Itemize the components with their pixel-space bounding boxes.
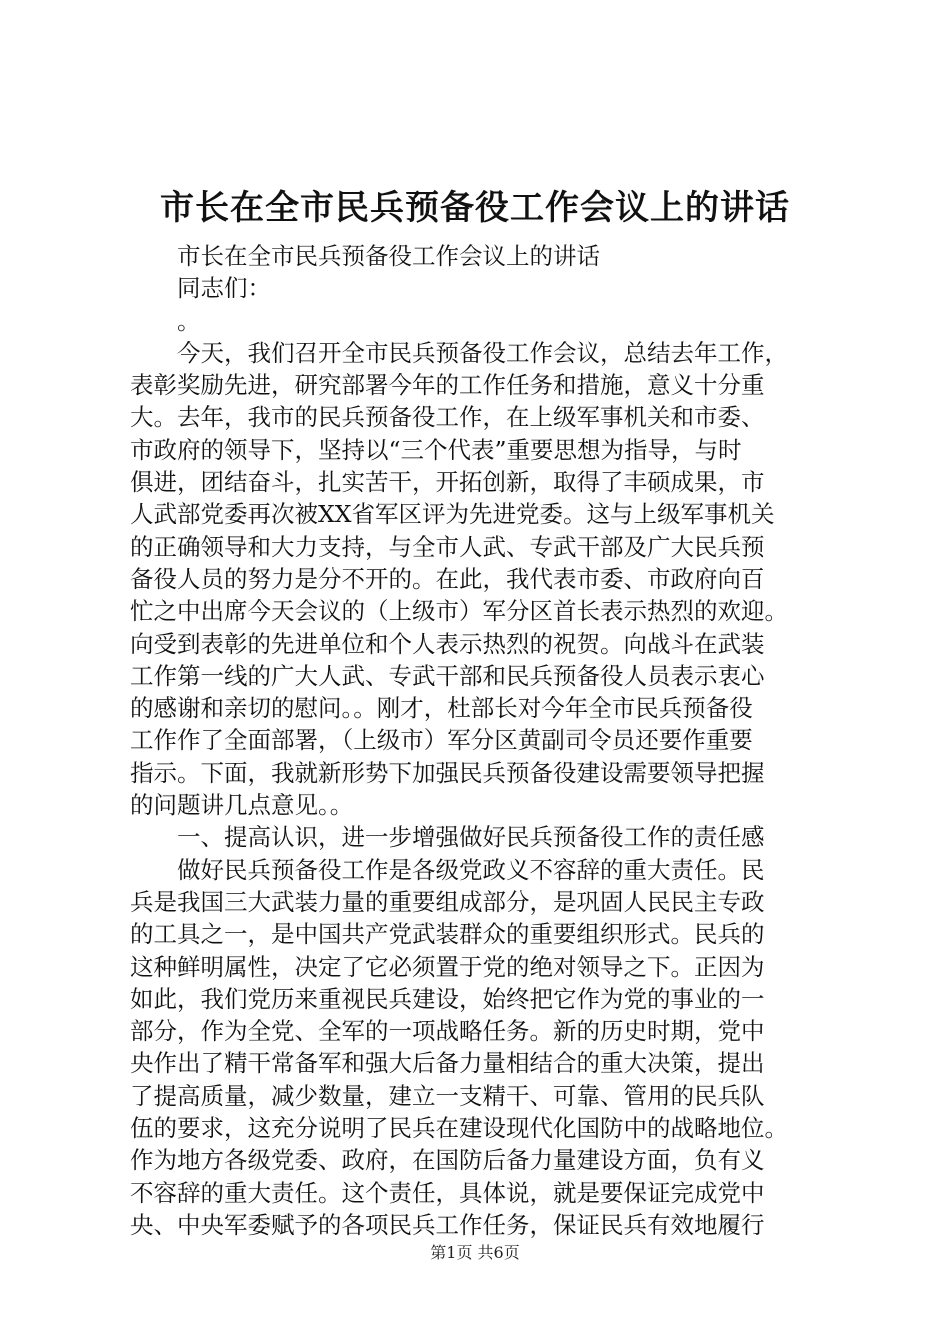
text-line: 同志们： bbox=[177, 274, 271, 303]
text-line: 的正确领导和大力支持，与全市人武、专武干部及广大民兵预 bbox=[130, 532, 765, 561]
text-line: 兵是我国三大武装力量的重要组成部分，是巩固人民民主专政 bbox=[130, 887, 765, 916]
text-line: 这种鲜明属性，决定了它必须置于党的绝对领导之下。正因为 bbox=[130, 952, 765, 981]
text-line: 指示。下面，我就新形势下加强民兵预备役建设需要领导把握 bbox=[130, 758, 765, 787]
text-line: 向受到表彰的先进单位和个人表示热烈的祝贺。向战斗在武装 bbox=[130, 629, 765, 658]
text-line: 部分，作为全党、全军的一项战略任务。新的历史时期，党中 bbox=[130, 1017, 765, 1046]
text-line: 的工具之一，是中国共产党武装群众的重要组织形式。民兵的 bbox=[130, 920, 765, 949]
text-line: 工作作了全面部署，（上级市）军分区黄副司令员还要作重要 bbox=[130, 726, 753, 755]
document-body bbox=[130, 240, 835, 1241]
text-line: 作为地方各级党委、政府，在国防后备力量建设方面，负有义 bbox=[130, 1146, 765, 1175]
text-line: 工作第一线的广大人武、专武干部和民兵预备役人员表示衷心 bbox=[130, 661, 765, 690]
text-line: 央、中央军委赋予的各项民兵工作任务，保证民兵有效地履行 bbox=[130, 1210, 765, 1239]
text-line: 备役人员的努力是分不开的。在此，我代表市委、市政府向百 bbox=[130, 564, 765, 593]
text-line: 一、提高认识，进一步增强做好民兵预备役工作的责任感 bbox=[177, 823, 765, 852]
text-line: 。 bbox=[177, 306, 201, 335]
text-line: 央作出了精干常备军和强大后备力量相结合的重大决策，提出 bbox=[130, 1049, 765, 1078]
text-line: 做好民兵预备役工作是各级党政义不容辞的重大责任。民 bbox=[177, 855, 765, 884]
text-line: 的感谢和亲切的慰问。。刚才，杜部长对今年全市民兵预备役 bbox=[130, 694, 753, 723]
text-line: 如此，我们党历来重视民兵建设，始终把它作为党的事业的一 bbox=[130, 984, 765, 1013]
text-line: 人武部党委再次被XX省军区评为先进党委。这与上级军事机关 bbox=[130, 500, 775, 529]
document-title: 市长在全市民兵预备役工作会议上的讲话 bbox=[160, 188, 790, 228]
text-line: 伍的要求，这充分说明了民兵在建设现代化国防中的战略地位。 bbox=[130, 1114, 788, 1143]
text-line: 忙之中出席今天会议的（上级市）军分区首长表示热烈的欢迎。 bbox=[130, 597, 788, 626]
text-line: 市长在全市民兵预备役工作会议上的讲话 bbox=[177, 242, 600, 270]
text-line: 不容辞的重大责任。这个责任，具体说，就是要保证完成党中 bbox=[130, 1178, 765, 1207]
page-footer: 第1页 共6页 bbox=[430, 1243, 520, 1262]
text-line: 俱进，团结奋斗，扎实苦干，开拓创新，取得了丰硕成果，市 bbox=[130, 468, 765, 497]
text-line: 表彰奖励先进，研究部署今年的工作任务和措施，意义十分重 bbox=[130, 371, 765, 400]
text-line: 大。去年，我市的民兵预备役工作，在上级军事机关和市委、 bbox=[130, 403, 765, 432]
text-line: 市政府的领导下，坚持以“三个代表”重要思想为指导，与时 bbox=[130, 435, 742, 464]
text-line: 今天，我们召开全市民兵预备役工作会议，总结去年工作， bbox=[177, 338, 788, 367]
text-line: 了提高质量，减少数量，建立一支精干、可靠、管用的民兵队 bbox=[130, 1081, 765, 1110]
text-line: 的问题讲几点意见。。 bbox=[130, 791, 354, 820]
